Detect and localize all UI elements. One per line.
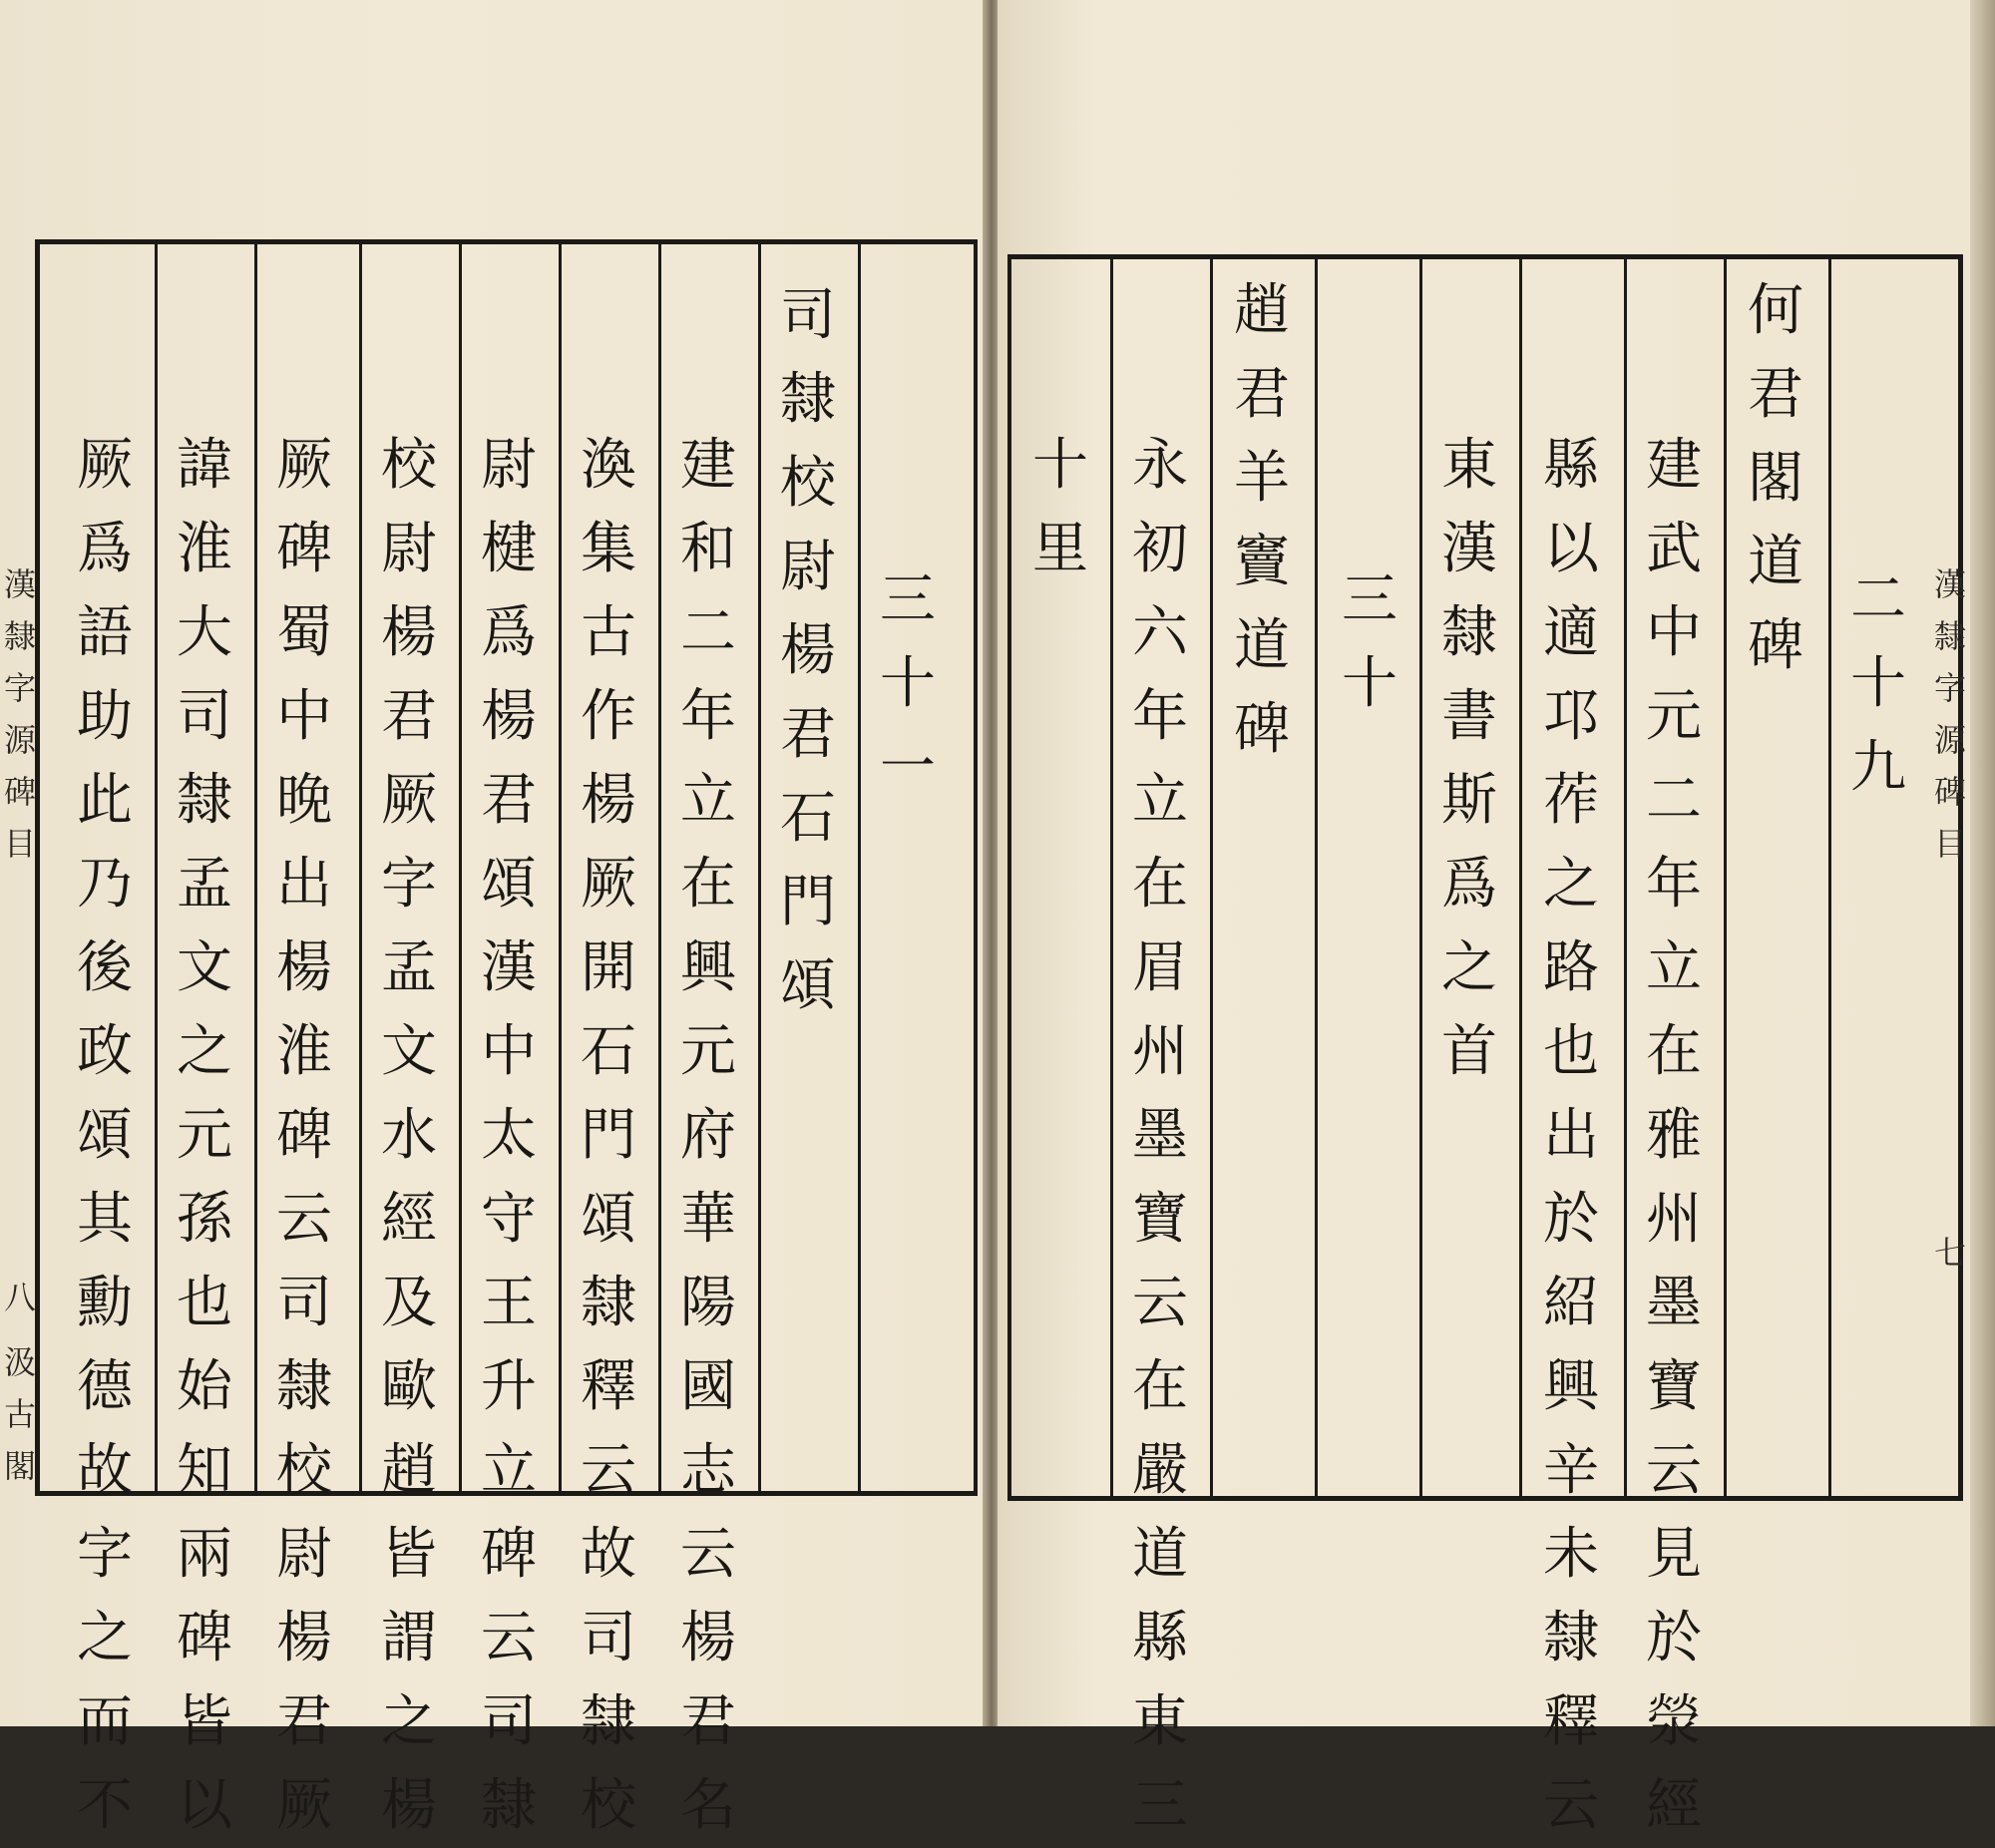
glyph: 後 [77,935,133,1000]
margin-studio-name [0,1336,40,1492]
glyph: 隸 [1933,617,1966,655]
glyph: 也 [177,1271,232,1335]
glyph: 羊 [1234,446,1290,511]
glyph: 兩 [177,1522,232,1587]
glyph: 見 [1646,1522,1702,1587]
glyph: 寶 [1132,1187,1188,1252]
text-column [264,424,344,1848]
glyph: 未 [1543,1522,1599,1587]
column-rule [1828,259,1831,1496]
glyph: 二 [1850,567,1906,632]
glyph: 縣 [1132,1606,1188,1670]
glyph: 石 [581,1019,636,1084]
glyph: 開 [581,935,636,1000]
glyph: 雅 [1646,1103,1702,1168]
column-rule [1419,259,1422,1496]
text-column [1429,424,1509,1094]
glyph: 十 [880,651,936,716]
glyph: 云 [680,1522,736,1587]
column-rule [1110,259,1113,1496]
entry-number [1330,558,1409,726]
glyph: 經 [1646,1773,1702,1838]
glyph: 建 [1646,433,1702,498]
glyph: 初 [1132,517,1188,581]
glyph: 州 [1646,1187,1702,1252]
glyph: 始 [177,1354,232,1419]
glyph: 陽 [680,1271,736,1335]
glyph: 閣 [3,1447,36,1485]
glyph: 之 [77,1606,133,1670]
glyph: 書 [1441,684,1497,749]
column-rule [254,244,257,1491]
glyph: 門 [780,870,836,934]
glyph: 立 [1132,768,1188,833]
margin-title [0,558,40,870]
glyph: 頌 [77,1103,133,1168]
glyph: 墨 [1132,1103,1188,1168]
glyph: 二 [680,600,736,665]
glyph: 在 [1646,1019,1702,1084]
glyph: 楊 [276,935,332,1000]
glyph: 作 [581,684,636,749]
glyph: 碑 [481,1522,537,1587]
glyph: 於 [1646,1606,1702,1670]
glyph: 云 [276,1187,332,1252]
glyph: 永 [1132,433,1188,498]
glyph: 司 [177,684,232,749]
glyph: 釋 [1543,1689,1599,1754]
glyph: 三 [1132,1773,1188,1838]
entry-number [1838,558,1918,810]
glyph: 漢 [3,565,36,603]
right-page [998,0,1970,1838]
glyph: 君 [1748,362,1803,427]
glyph: 助 [77,684,133,749]
glyph: 古 [581,600,636,665]
column-rule [758,244,761,1491]
glyph: 渙 [581,433,636,498]
glyph: 碑 [1933,773,1966,811]
glyph: 字 [381,852,437,917]
glyph: 道 [1234,613,1290,678]
glyph: 此 [77,768,133,833]
glyph: 之 [1441,935,1497,1000]
glyph: 司 [276,1271,332,1335]
glyph: 興 [1543,1354,1599,1419]
glyph: 年 [680,684,736,749]
glyph: 君 [381,684,437,749]
glyph: 水 [381,1103,437,1168]
glyph: 在 [1132,852,1188,917]
glyph: 中 [276,684,332,749]
glyph: 於 [1543,1187,1599,1252]
glyph: 字 [3,669,36,707]
glyph: 尉 [381,517,437,581]
glyph: 之 [381,1689,437,1754]
glyph: 頌 [581,1187,636,1252]
glyph: 故 [581,1522,636,1587]
text-column [1120,424,1200,1848]
glyph: 元 [177,1103,232,1168]
glyph: 守 [481,1187,537,1252]
glyph: 皆 [381,1522,437,1587]
glyph: 之 [177,1019,232,1084]
glyph: 竇 [1234,530,1290,594]
glyph: 司 [581,1606,636,1670]
glyph: 立 [680,768,736,833]
glyph: 立 [481,1438,537,1503]
glyph: 汲 [3,1343,36,1381]
glyph: 六 [1132,600,1188,665]
glyph: 眉 [1132,935,1188,1000]
glyph: 司 [481,1689,537,1754]
glyph: 楊 [680,1606,736,1670]
glyph: 東 [1441,433,1497,498]
column-rule [658,244,661,1491]
glyph: 君 [1234,362,1290,427]
glyph: 隸 [581,1271,636,1335]
glyph: 何 [1748,278,1803,343]
glyph: 隸 [276,1354,332,1419]
glyph: 名 [680,1773,736,1838]
glyph: 道 [1132,1522,1188,1587]
glyph: 孟 [381,935,437,1000]
glyph: 知 [177,1438,232,1503]
glyph: 縣 [1543,433,1599,498]
glyph: 石 [780,786,836,851]
text-column [369,424,449,1848]
glyph: 隸 [481,1773,537,1838]
column-rule [1315,259,1318,1496]
glyph: 碑 [276,517,332,581]
glyph: 尉 [780,535,836,599]
glyph: 政 [77,1019,133,1084]
entry-title [1736,269,1815,688]
glyph: 首 [1441,1019,1497,1084]
glyph: 楊 [381,600,437,665]
column-rule [1724,259,1727,1496]
text-column [668,424,748,1848]
glyph: 爲 [77,517,133,581]
glyph: 校 [381,433,437,498]
glyph: 隸 [581,1689,636,1754]
left-page [0,0,986,1838]
glyph: 東 [1132,1689,1188,1754]
glyph: 辛 [1543,1438,1599,1503]
glyph: 漢 [481,935,537,1000]
glyph: 文 [381,1019,437,1084]
glyph: 源 [1933,721,1966,759]
glyph: 隸 [780,367,836,432]
glyph: 碑 [177,1606,232,1670]
glyph: 紹 [1543,1271,1599,1335]
glyph: 而 [77,1689,133,1754]
glyph: 王 [481,1271,537,1335]
glyph: 頌 [481,852,537,917]
glyph: 二 [1646,768,1702,833]
glyph: 道 [1748,530,1803,594]
glyph: 目 [1933,825,1966,863]
glyph: 碑 [1748,613,1803,678]
glyph: 國 [680,1354,736,1419]
glyph: 云 [581,1438,636,1503]
glyph: 司 [780,283,836,348]
glyph: 府 [680,1103,736,1168]
text-column [165,424,244,1848]
column-rule [459,244,462,1491]
glyph: 年 [1132,684,1188,749]
glyph: 出 [1543,1103,1599,1168]
glyph: 其 [77,1187,133,1252]
glyph: 漢 [1441,517,1497,581]
glyph: 君 [481,768,537,833]
glyph: 楊 [381,1773,437,1838]
text-column [1531,424,1611,1848]
glyph: 寶 [1646,1354,1702,1419]
glyph: 諱 [177,433,232,498]
glyph: 楊 [780,618,836,683]
glyph: 歐 [381,1354,437,1419]
glyph: 謂 [381,1606,437,1670]
glyph: 校 [780,451,836,516]
glyph: 不 [77,1773,133,1838]
glyph: 也 [1543,1019,1599,1084]
glyph: 升 [481,1354,537,1419]
column-rule [858,244,861,1491]
glyph: 古 [3,1395,36,1433]
glyph: 勳 [77,1271,133,1335]
glyph: 爲 [481,600,537,665]
glyph: 晚 [276,768,332,833]
glyph: 源 [3,721,36,759]
glyph: 州 [1132,1019,1188,1084]
glyph: 楊 [276,1606,332,1670]
column-rule [359,244,362,1491]
glyph: 君 [276,1689,332,1754]
glyph: 三 [880,567,936,632]
glyph: 碑 [1234,697,1290,762]
glyph: 釋 [581,1354,636,1419]
glyph: 孫 [177,1187,232,1252]
glyph: 淮 [276,1019,332,1084]
glyph: 目 [3,825,36,863]
glyph: 隸 [1441,600,1497,665]
glyph: 君 [680,1689,736,1754]
entry-title [768,274,848,1028]
text-column [469,424,549,1848]
glyph: 楊 [581,768,636,833]
entry-title [1222,269,1302,772]
glyph: 集 [581,517,636,581]
glyph: 故 [77,1438,133,1503]
glyph: 嚴 [1132,1438,1188,1503]
glyph: 厥 [276,1773,332,1838]
glyph: 十 [1032,433,1088,498]
glyph: 在 [1132,1354,1188,1419]
glyph: 八 [3,1279,36,1316]
glyph: 元 [1646,684,1702,749]
glyph: 君 [780,702,836,767]
glyph: 趙 [1234,278,1290,343]
glyph: 漢 [1933,565,1966,603]
glyph: 厥 [581,852,636,917]
glyph: 三 [1342,567,1397,632]
column-rule [1210,259,1213,1496]
glyph: 厥 [381,768,437,833]
glyph: 隸 [3,617,36,655]
glyph: 皆 [177,1689,232,1754]
glyph: 閣 [1748,446,1803,511]
glyph: 厥 [77,433,133,498]
glyph: 隸 [177,768,232,833]
glyph: 和 [680,517,736,581]
glyph: 文 [177,935,232,1000]
glyph: 大 [177,600,232,665]
glyph: 建 [680,433,736,498]
glyph: 中 [481,1019,537,1084]
glyph: 蜀 [276,600,332,665]
glyph: 以 [1543,517,1599,581]
glyph: 興 [680,935,736,1000]
glyph: 德 [77,1354,133,1419]
glyph: 斯 [1441,768,1497,833]
column-rule [155,244,158,1491]
glyph: 滎 [1646,1689,1702,1754]
glyph: 及 [381,1271,437,1335]
glyph: 元 [680,1019,736,1084]
glyph: 在 [680,852,736,917]
glyph: 校 [276,1438,332,1503]
glyph: 字 [1933,669,1966,707]
glyph: 里 [1032,517,1088,581]
glyph: 太 [481,1103,537,1168]
glyph: 出 [276,852,332,917]
text-column [569,424,648,1848]
glyph: 一 [880,735,936,800]
margin-title [1930,558,1970,870]
column-rule [1519,259,1522,1496]
glyph: 經 [381,1187,437,1252]
margin-leaf-number [0,1272,40,1323]
glyph: 門 [581,1103,636,1168]
glyph: 校 [581,1773,636,1838]
glyph: 隸 [1543,1606,1599,1670]
glyph: 淮 [177,517,232,581]
glyph: 華 [680,1187,736,1252]
glyph: 立 [1646,935,1702,1000]
glyph: 邛 [1543,684,1599,749]
glyph: 語 [77,600,133,665]
glyph: 以 [177,1773,232,1838]
column-rule [559,244,562,1491]
glyph: 趙 [381,1438,437,1503]
text-column [1634,424,1714,1848]
glyph: 云 [1132,1271,1188,1335]
glyph: 云 [1543,1773,1599,1838]
glyph: 十 [1342,651,1397,716]
glyph: 尉 [276,1522,332,1587]
glyph: 爲 [1441,852,1497,917]
glyph: 碑 [3,773,36,811]
column-rule [1624,259,1627,1496]
margin-leaf-number [1930,1227,1970,1279]
glyph: 九 [1850,735,1906,800]
glyph: 中 [1646,600,1702,665]
glyph: 碑 [276,1103,332,1168]
glyph: 武 [1646,517,1702,581]
entry-number [868,558,948,810]
glyph: 楗 [481,517,537,581]
glyph: 志 [680,1438,736,1503]
glyph: 孟 [177,852,232,917]
text-column [65,424,145,1848]
glyph: 墨 [1646,1271,1702,1335]
text-column [1020,424,1100,591]
glyph: 云 [481,1606,537,1670]
glyph: 之 [1543,852,1599,917]
glyph: 乃 [77,852,133,917]
glyph: 十 [1850,651,1906,716]
glyph: 尉 [481,433,537,498]
glyph: 莋 [1543,768,1599,833]
page-edge [1970,0,1995,1726]
glyph: 楊 [481,684,537,749]
glyph: 年 [1646,852,1702,917]
glyph: 適 [1543,600,1599,665]
glyph: 七 [1933,1234,1966,1272]
glyph: 字 [77,1522,133,1587]
glyph: 頌 [780,953,836,1018]
glyph: 厥 [276,433,332,498]
glyph: 路 [1543,935,1599,1000]
glyph: 云 [1646,1438,1702,1503]
